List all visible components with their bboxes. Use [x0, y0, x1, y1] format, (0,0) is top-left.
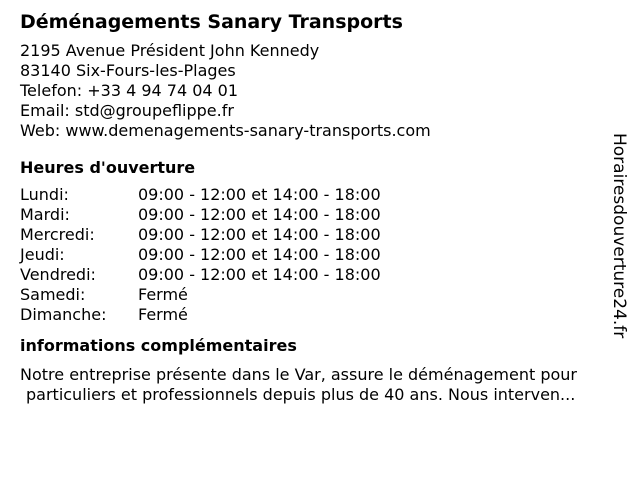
business-name: Déménagements Sanary Transports — [20, 11, 403, 33]
hours-row-tuesday — [20, 205, 615, 225]
info-line-1: Notre entreprise présente dans le Var, assure le déménagement pour — [20, 365, 577, 384]
day-label: Mardi: — [20, 205, 70, 224]
day-hours: Fermé — [138, 285, 188, 304]
business-card — [20, 10, 615, 405]
day-label: Dimanche: — [20, 305, 107, 324]
day-hours: Fermé — [138, 305, 188, 324]
hours-row-thursday — [20, 245, 615, 265]
hours-heading: Heures d'ouverture — [20, 158, 196, 177]
address-line-1: 2195 Avenue Président John Kennedy — [20, 41, 320, 60]
email-address: Email: std@groupeflippe.fr — [20, 101, 234, 120]
hours-row-monday — [20, 185, 615, 205]
day-label: Lundi: — [20, 185, 69, 204]
website-url: Web: www.demenagements-sanary-transports.com — [20, 121, 431, 140]
phone-number: Telefon: +33 4 94 74 04 01 — [20, 81, 239, 100]
hours-row-wednesday — [20, 225, 615, 245]
day-hours: 09:00 - 12:00 et 14:00 - 18:00 — [138, 185, 381, 204]
hours-row-friday — [20, 265, 615, 285]
address-line-2: 83140 Six-Fours-les-Plages — [20, 61, 236, 80]
hours-row-saturday — [20, 285, 615, 305]
day-hours: 09:00 - 12:00 et 14:00 - 18:00 — [138, 265, 381, 284]
day-label: Vendredi: — [20, 265, 96, 284]
day-label: Samedi: — [20, 285, 86, 304]
day-hours: 09:00 - 12:00 et 14:00 - 18:00 — [138, 205, 381, 224]
info-line-2: particuliers et professionnels depuis plus de 40 ans. Nous interven... — [26, 385, 576, 404]
info-description — [20, 365, 615, 405]
day-label: Mercredi: — [20, 225, 95, 244]
day-hours: 09:00 - 12:00 et 14:00 - 18:00 — [138, 225, 381, 244]
site-watermark: Horairesdouverture24.fr — [609, 133, 629, 339]
day-hours: 09:00 - 12:00 et 14:00 - 18:00 — [138, 245, 381, 264]
hours-row-sunday — [20, 305, 615, 325]
day-label: Jeudi: — [20, 245, 65, 264]
info-heading: informations complémentaires — [20, 336, 297, 355]
